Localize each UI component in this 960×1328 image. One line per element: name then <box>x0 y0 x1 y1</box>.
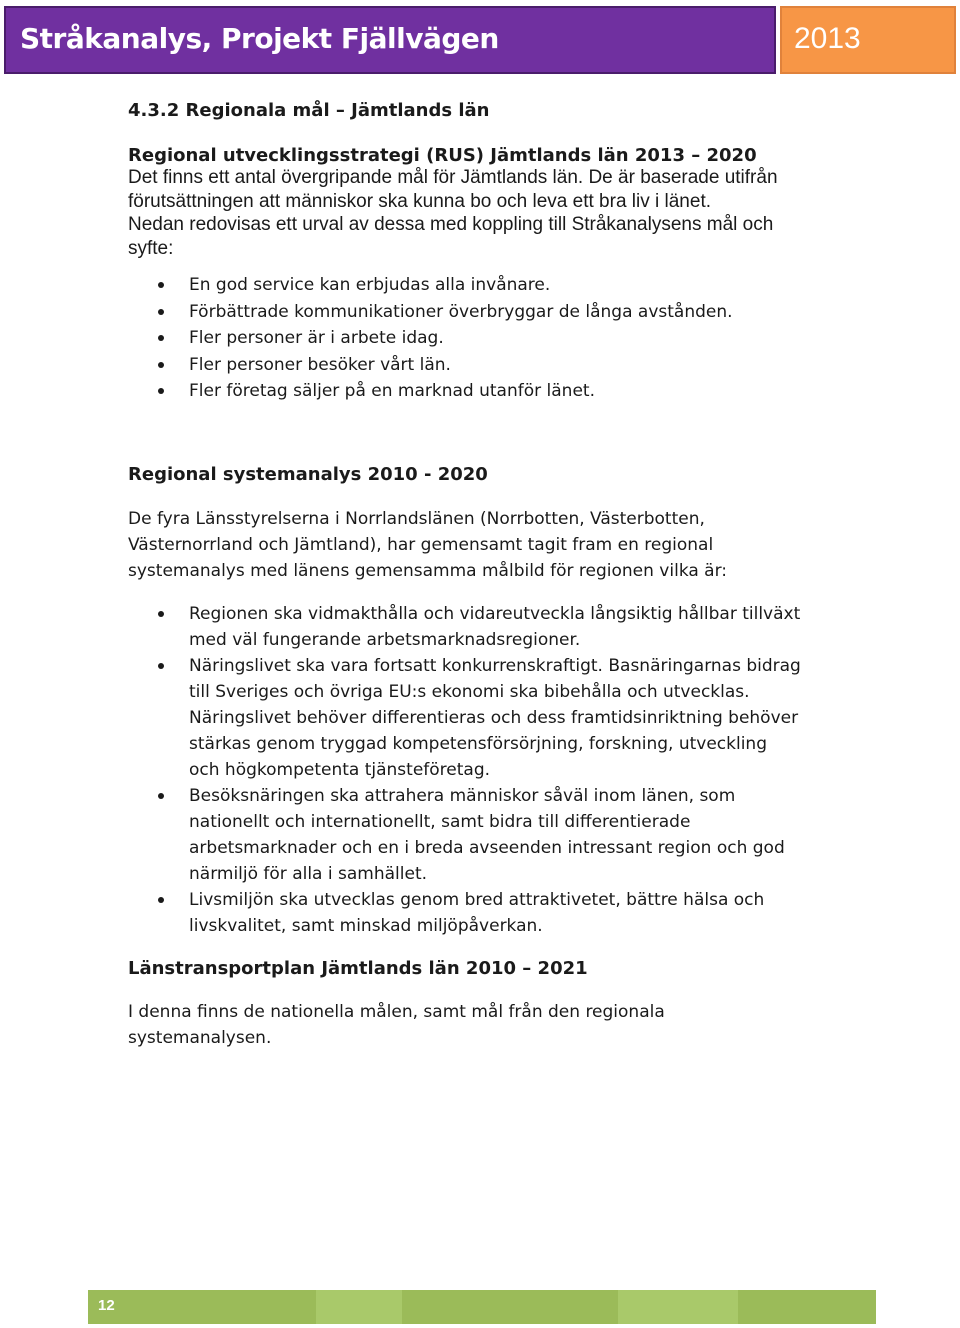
system-analysis-intro <box>128 506 888 584</box>
list-item <box>128 352 888 379</box>
list-item-line: stärkas genom tryggad kompetensförsörjning, forskning, utveckling <box>189 734 767 754</box>
bullet-icon <box>158 335 164 341</box>
list-item-line: Besöksnäringen ska attrahera människor såväl inom länen, som <box>189 786 736 806</box>
list-item-line: och högkompetenta tjänsteföretag. <box>189 760 491 780</box>
list-item <box>128 601 888 653</box>
text-line: systemanalysen. <box>128 1028 272 1048</box>
list-item-text: Fler personer är i arbete idag. <box>189 328 444 348</box>
list-item-line: Livsmiljön ska utvecklas genom bred attraktivetet, bättre hälsa och <box>189 890 765 910</box>
list-item-line: Regionen ska vidmakthålla och vidareutveckla långsiktig hållbar tillväxt <box>189 604 801 624</box>
list-item <box>128 378 888 405</box>
footer-decoration <box>316 1290 402 1324</box>
list-item <box>128 653 888 783</box>
list-item-text: Förbättrade kommunikationer överbryggar de långa avstånden. <box>189 301 733 322</box>
header-title-box <box>4 6 776 74</box>
list-item <box>128 272 888 299</box>
page-number: 12 <box>98 1297 115 1314</box>
subheading-rus: Regional utvecklingsstrategi (RUS) Jämtlands län 2013 – 2020 <box>128 145 757 166</box>
section-heading-system-analysis: Regional systemanalys 2010 - 2020 <box>128 464 488 485</box>
rus-goal-list <box>128 272 888 405</box>
bullet-icon <box>158 897 164 903</box>
list-item-line: till Sveriges och övriga EU:s ekonomi ska bibehålla och utvecklas. <box>189 682 750 702</box>
system-analysis-goal-list <box>128 601 888 939</box>
list-item-line: nationellt och internationellt, samt bidra till differentierade <box>189 812 691 832</box>
list-item-line: med väl fungerande arbetsmarknadsregioner. <box>189 630 581 650</box>
list-item <box>128 299 888 326</box>
footer-decoration <box>618 1290 738 1324</box>
text-line: I denna finns de nationella målen, samt mål från den regionala <box>128 1002 665 1022</box>
text-line: Det finns ett antal övergripande mål för Jämtlands län. De är baserade utifrån <box>128 167 778 188</box>
list-item-text: Fler företag säljer på en marknad utanför länet. <box>189 381 595 401</box>
section-heading-regional-goals: 4.3.2 Regionala mål – Jämtlands län <box>128 100 490 121</box>
text-line: Västernorrland och Jämtland), har gemensamt tagit fram en regional <box>128 535 714 555</box>
section-heading-transport-plan: Länstransportplan Jämtlands län 2010 – 2021 <box>128 958 588 979</box>
transport-plan-paragraph <box>128 999 888 1051</box>
document-title: Stråkanalys, Projekt Fjällvägen <box>20 22 499 55</box>
text-line: syfte: <box>128 237 174 259</box>
document-year: 2013 <box>794 22 861 55</box>
bullet-icon <box>158 362 164 368</box>
text-line: De fyra Länsstyrelserna i Norrlandslänen (Norrbotten, Västerbotten, <box>128 509 705 529</box>
header-year-box <box>780 6 956 74</box>
bullet-icon <box>158 793 164 799</box>
page-footer <box>88 1290 876 1324</box>
text-line: systemanalys med länens gemensamma målbild för regionen vilka är: <box>128 561 728 581</box>
list-item <box>128 887 888 939</box>
list-item-line: Näringslivet behöver differentieras och dess framtidsinriktning behöver <box>189 708 799 728</box>
text-line: förutsättningen att människor ska kunna bo och leva ett bra liv i länet. <box>128 190 711 212</box>
rus-intro-paragraph <box>128 166 888 260</box>
page-header <box>4 6 956 74</box>
list-item-text: Fler personer besöker vårt län. <box>189 354 451 375</box>
list-item-line: arbetsmarknader och en i breda avseenden intressant region och god <box>189 838 785 858</box>
bullet-icon <box>158 388 164 394</box>
bullet-icon <box>158 282 164 288</box>
list-item-text: En god service kan erbjudas alla invånare. <box>189 275 551 295</box>
bullet-icon <box>158 663 164 669</box>
bullet-icon <box>158 309 164 315</box>
list-item-line: närmiljö för alla i samhället. <box>189 864 428 884</box>
list-item <box>128 783 888 887</box>
text-line: Nedan redovisas ett urval av dessa med koppling till Stråkanalysens mål och <box>128 214 774 235</box>
list-item-line: Näringslivet ska vara fortsatt konkurrenskraftigt. Basnäringarnas bidrag <box>189 656 801 676</box>
list-item <box>128 325 888 352</box>
bullet-icon <box>158 611 164 617</box>
list-item-line: livskvalitet, samt minskad miljöpåverkan. <box>189 916 543 936</box>
